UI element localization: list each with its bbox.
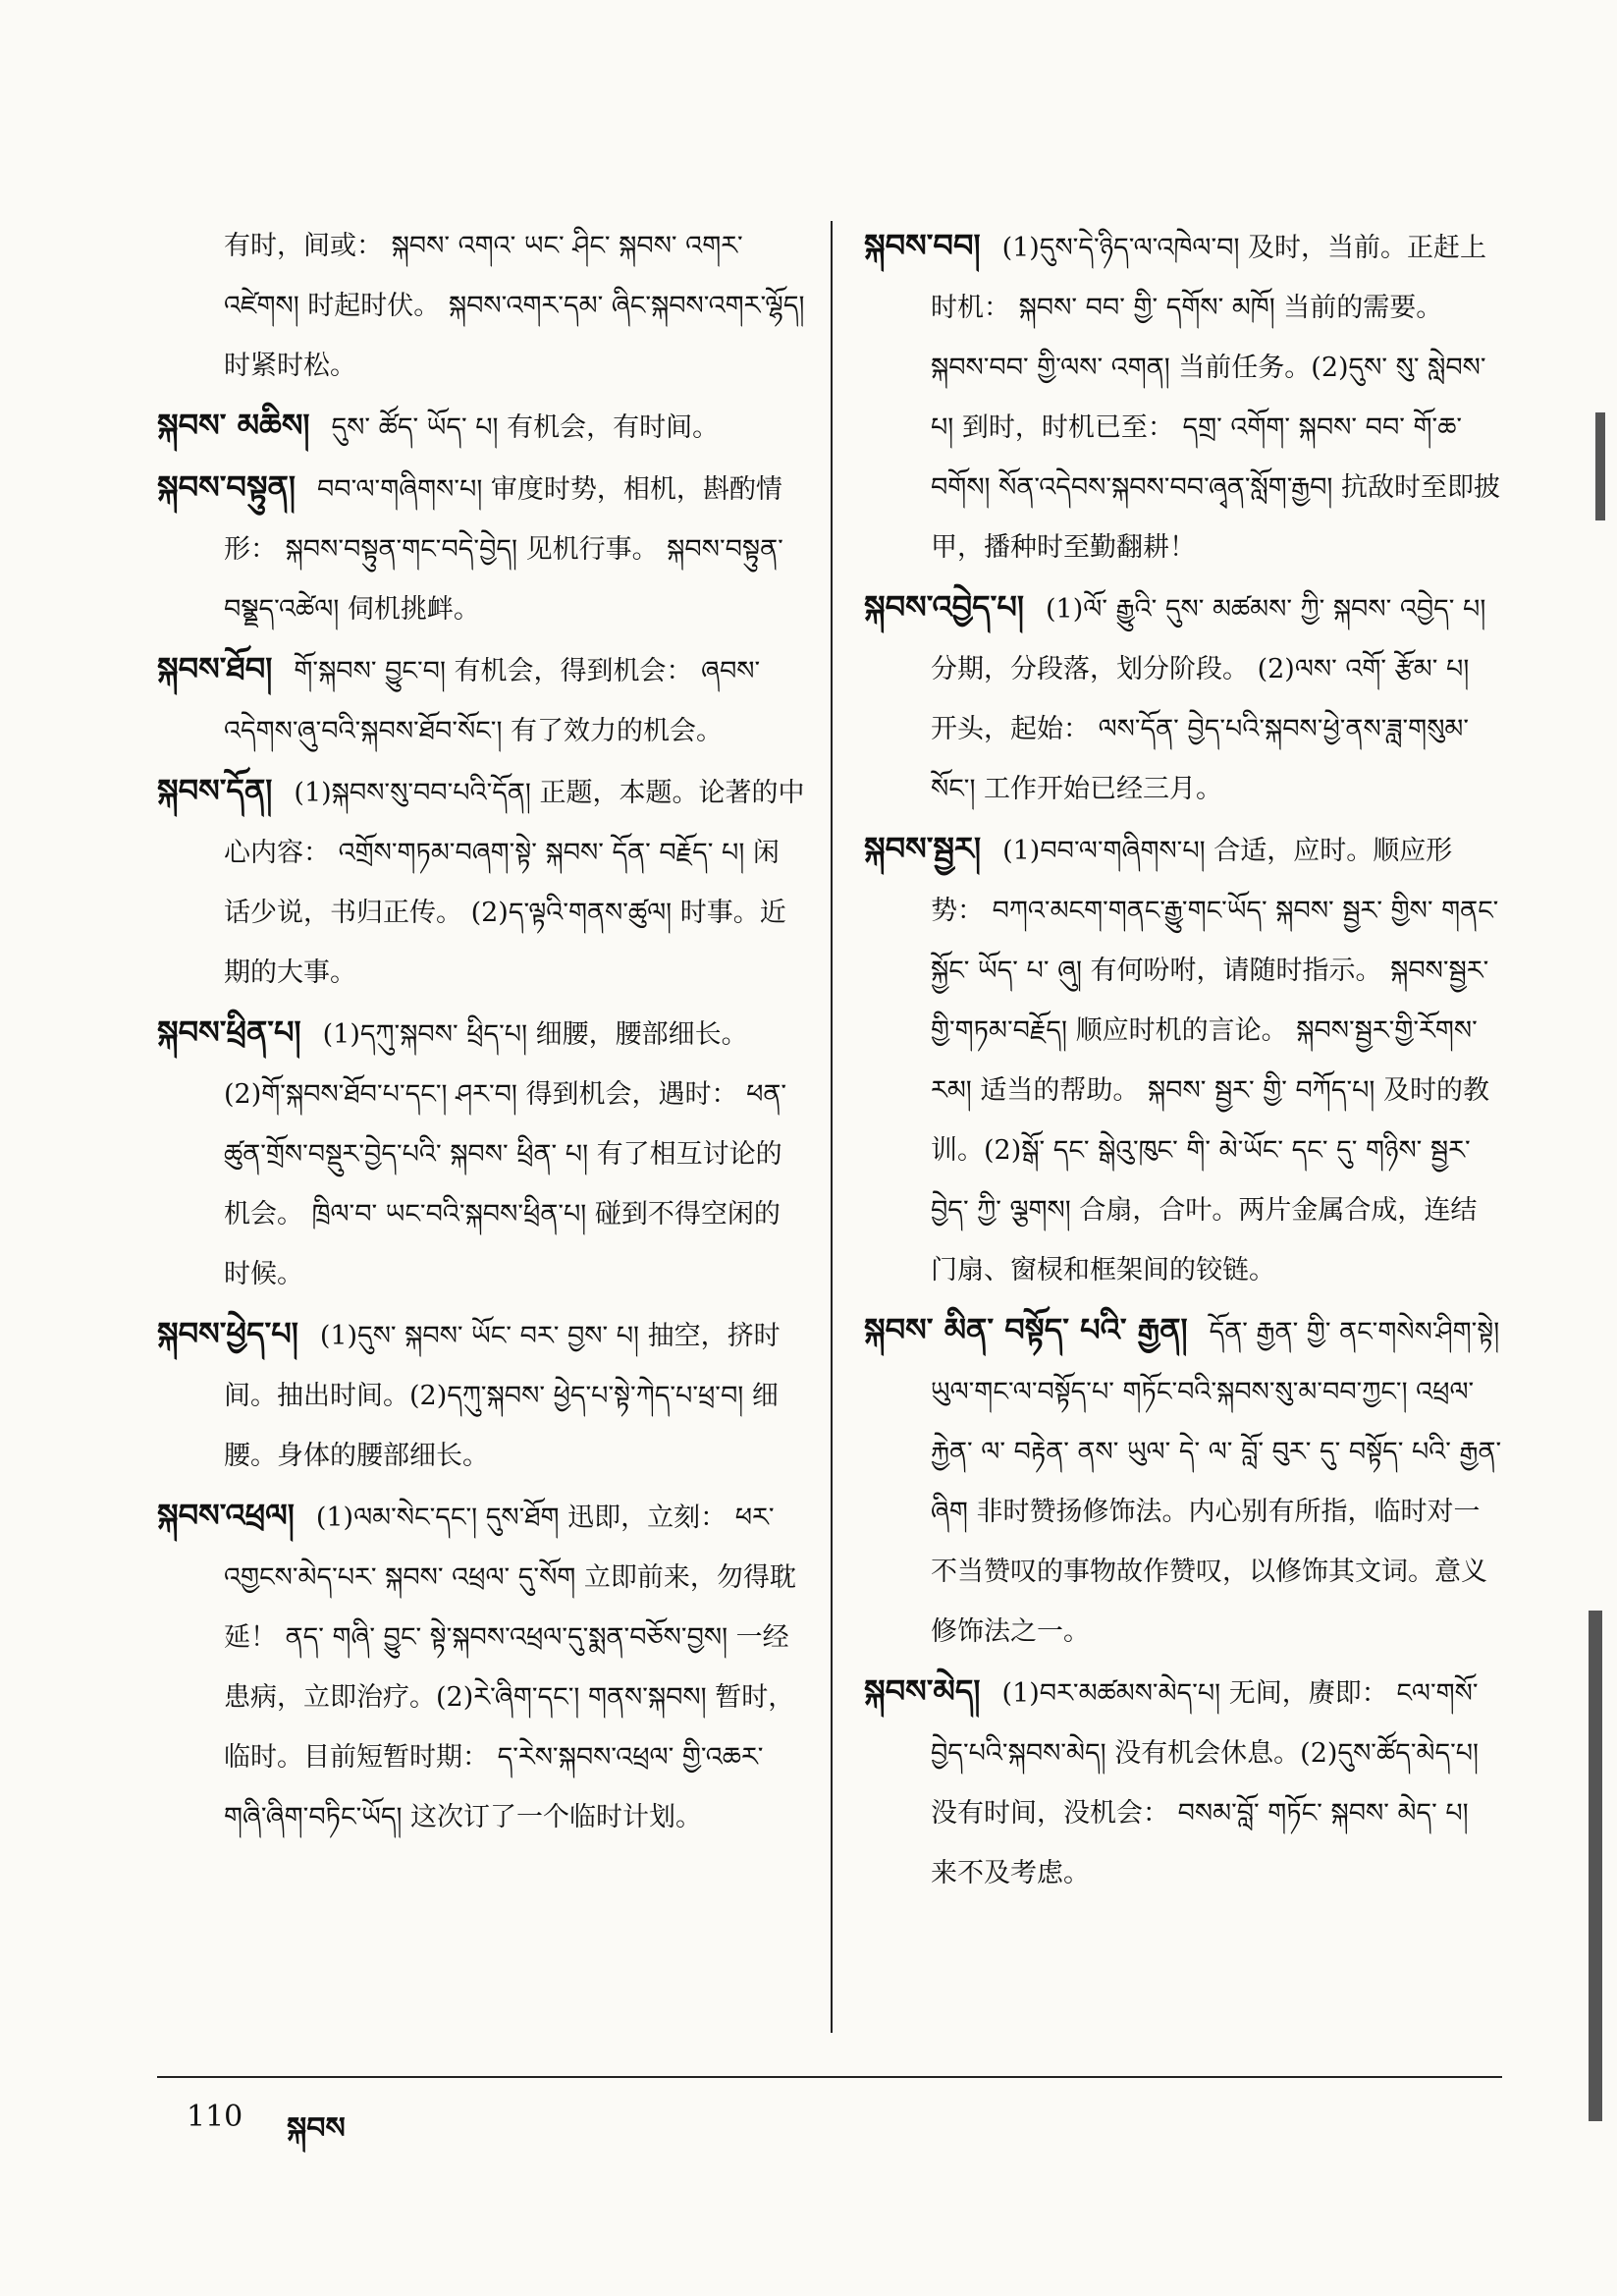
entry-headword: སྐབས་སྦྱར། [864,830,982,867]
dictionary-entry [157,458,805,639]
entry-headword: སྐབས་དོན། [157,772,273,809]
entry-definition: 有时，间或： སྐབས་ འགའ་ ཡང་ ཤིང་ སྐབས་ འགར་འཛེགས། 时起时伏。 སྐབས་འགར་དམ་ ཞིང་སྐབས་འགར་ལྷོད། 时紧时松。 [224,231,805,381]
entry-definition: བབ་ལ་གཞིགས་པ། 审度时势，相机，斟酌情形： སྐབས་བསྟུན་གང་བདེ་བྱེད། 见机行事。 སྐབས་བསྟུན་བསྣྡད་འཚེལ། 伺机挑衅。 [224,474,783,625]
column-divider [831,221,833,2033]
entry-definition: (1)བར་མཚམས་མེད་པ། 无间，赓即： ངལ་གསོ་བྱེད་པའི་སྐབས་མེད། 没有机会休息。(2)དུས་ཚོད་མེད་པ། 没有时间，没机会： བསམ་བློ་ གཏོང་ སྐབས་ མེད་ པ། 来不及考虑。 [931,1678,1480,1888]
entry-definition: (1)ལམ་སེང་དང་། དུས་ཐོག 迅即，立刻： ཕར་འགྱངས་མེད་པར་ སྐབས་ འཕྲལ་ དུ་སོག 立即前来，勿得耽延！ ནད་ གཞི་ བྱུང་ སྟེ་སྐབས་འཕྲལ་དུ་སྨན་བཅོས་བྱས། 一经患病，立即治疗。(2)རེ་ཞིག་དང་། གནས་སྐབས། 暂时，临时。目前短暂时期： ད་རེས་སྐབས་འཕྲལ་ གྱི་འཆར་གཞི་ཞིག་བཏིང་ཡོད། 这次订了一个临时计划。 [224,1503,796,1832]
dictionary-entry [157,1003,805,1304]
dictionary-entry [864,216,1502,577]
dictionary-entry [157,396,805,458]
footer-rule [157,2076,1502,2078]
entry-definition: དུས་ ཚོད་ ཡོད་ པ། 有机会，有时间。 [331,412,720,443]
dictionary-entry [157,216,805,396]
scan-edge-mark [1589,1611,1602,2121]
entry-definition: (1)དཀུ་སྐབས་ ཕྲིད་པ། 细腰，腰部细长。(2)གོ་སྐབས་ཐོབ་པ་དང་། ཤར་བ། 得到机会，遇时： ཕན་ཚུན་གྲོས་བསྡུར་བྱེད་པའི་ སྐབས་ ཕྲིན་ པ། 有了相互讨论的机会。 ཁྲིལ་བ་ ཡང་བའི་སྐབས་ཕྲིན་པ། 碰到不得空闲的时候。 [224,1019,787,1289]
dictionary-entry [157,761,805,1003]
entry-headword: སྐབས་ མཆིས། [157,407,310,444]
dictionary-entry [157,1486,805,1847]
entry-definition: (1)དུས་དེ་ཉིད་ལ་འཁེལ་བ། 及时，当前。正赶上时机： སྐབས་ བབ་ གྱི་ དགོས་ མཁོ། 当前的需要。 སྐབས་བབ་ གྱི་ལས་ འགན། 当前任务。(2)དུས་ སུ་ སླེབས་ པ། 到时，时机已至： དགྲ་ འགོག་ སྐབས་ བབ་ གོ་ཆ་ བགོས། སོན་འདེབས་སྐབས་བབ་ཞྭན་སློག་རྒྱབ། 抗敌时至即披甲，播种时至勤翻耕！ [931,233,1500,563]
right-column [864,216,1502,1903]
entry-definition: (1)ལོ་ རྒྱུའི་ དུས་ མཚམས་ ཀྱི་ སྐབས་ འབྱེད་ པ། 分期，分段落，划分阶段。 (2)ལས་ འགོ་ རྩོམ་ པ། 开头，起始： ལས་དོན་ བྱེད་པའི་སྐབས་ཕྱེ་ནས་ཟླ་གསུམ་སོང་། 工作开始已经三月。 [931,594,1486,804]
entry-definition: (1)སྐབས་སུ་བབ་པའི་དོན། 正题，本题。论著的中心内容： འགྲོས་གཏམ་བཞག་སྟེ་ སྐབས་ དོན་ བརྗོད་ པ། 闲话少说，书归正传。 (2)ད་ལྟའི་གནས་ཚུལ། 时事。近期的大事。 [224,778,805,988]
entry-headword: སྐབས་ཕྲིན་པ། [157,1013,301,1051]
entry-headword: སྐབས་བསྟུན། [157,468,296,506]
running-head: སྐབས [287,2111,346,2146]
dictionary-entry [864,1662,1502,1903]
entry-definition: དོན་ རྒྱན་ གྱི་ ནང་གསེས་ཤིག་སྟེ། ཡུལ་གང་ལ་བསྟོད་པ་ གཏོང་བའི་སྐབས་སུ་མ་བབ་ཀྱང་། འཕྲལ་རྐྱེན་ ལ་ བརྟེན་ ནས་ ཡུལ་ དེ་ ལ་ བློ་ བུར་ དུ་ བསྟོད་ པའི་ རྒྱན་ཞིག 非时赞扬修饰法。内心别有所指，临时对一不当赞叹的事物故作赞叹，以修饰其文词。意义修饰法之一。 [931,1317,1502,1647]
dictionary-entry [864,577,1502,819]
entry-headword: སྐབས་བབ། [864,227,981,264]
entry-definition: (1)དུས་ སྐབས་ ཡོང་ བར་ བྱས་ པ། 抽空，挤时间。抽出时间。(2)དཀུ་སྐབས་ ཕྱེད་པ་སྟེ་ཀེད་པ་ཕྲ་བ། 细腰。身体的腰部细长。 [224,1321,781,1471]
entry-headword: སྐབས་འབྱེད་པ། [864,588,1025,626]
entry-headword: སྐབས་ཕྱེད་པ། [157,1315,298,1352]
entry-headword: སྐབས་མེད། [864,1672,981,1710]
entry-definition: གོ་སྐབས་ བྱུང་བ། 有机会，得到机会： ཞབས་འདེགས་ཞུ་བའི་སྐབས་ཐོབ་སོང་། 有了效力的机会。 [224,656,761,746]
scan-edge-mark [1595,412,1605,520]
entry-headword: སྐབས་ཐོབ། [157,650,273,687]
left-column [157,216,805,1847]
dictionary-entry [157,639,805,761]
entry-headword: སྐབས་འཕྲལ། [157,1497,295,1534]
page-number: 110 [187,2100,243,2134]
dictionary-entry [864,819,1502,1300]
entry-definition: (1)བབ་ལ་གཞིགས་པ། 合适，应时。顺应形势： བཀའ་མངག་གནང་རྒྱུ་གང་ཡོད་ སྐབས་ སྦྱར་ གྱིས་ གནང་ སྐྱོང་ ཡོད་ པ་ ཞུ། 有何吩咐，请随时指示。 སྐབས་སྦྱར་གྱི་གཏམ་བརྗོད། 顺应时机的言论。 སྐབས་སྦྱར་གྱི་རོགས་རམ། 适当的帮助。 སྐབས་ སྦྱར་ གྱི་ བཀོད་པ། 及时的教训。(2)སྒོ་ དང་ སྒེའུ་ཁུང་ གི་ མེ་ཡོང་ དང་ དུ་ གཉིས་ སྦྱར་ བྱེད་ ཀྱི་ ལྕགས། 合扇，合叶。两片金属合成，连结门扇、窗棂和框架间的铰链。 [931,836,1499,1285]
entry-headword: སྐབས་ མིན་ བསྟོད་ པའི་ རྒྱན། [864,1311,1188,1348]
dictionary-entry [864,1300,1502,1662]
dictionary-entry [157,1304,805,1486]
